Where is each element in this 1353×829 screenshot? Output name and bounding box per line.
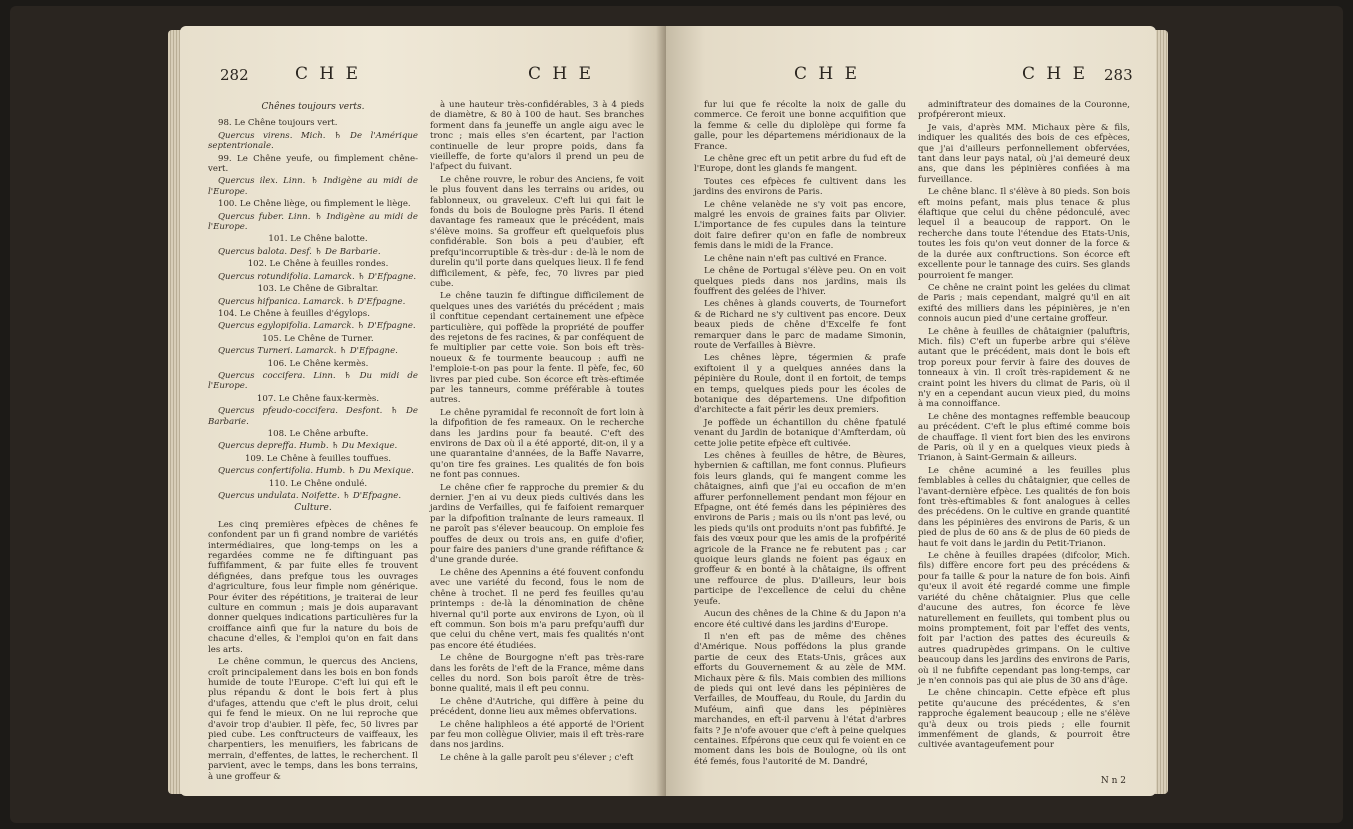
paragraph: Le chêne blanc. Il s'élève à 80 pieds. Son bois eft moins pefant, mais plus tenace & plus élaftique que celui du chêne pédonculé, avec lequel il a beaucoup de rapport. On le recherche dans toute l'étendue des Etats-Unis, toutes les fois qu'on veut donner de la force & de la durée aux conftructions. Son écorce eft excellente pour le tannage des cuirs. Ses glands pourroient fe manger. — [918, 187, 1130, 281]
page-number-right: 283 — [1104, 66, 1133, 84]
paragraph: 101. Le Chêne balotte. — [268, 234, 368, 245]
paragraph: 102. Le Chêne à feuilles rondes. — [247, 259, 389, 270]
running-head-right-1: C H E — [794, 64, 861, 84]
paragraph: 103. Le Chêne de Gibraltar. — [257, 284, 379, 295]
paragraph: Les cinq premières efpèces de chênes fe confondent par un fi grand nombre de variétés intermédiaires, que long-temps on les a regardées comme ne fe diftinguant pas fuffifamment, & par fuite elles fe trouvent défignées, dans prefque tous les ouvrages d'agriculture, fous leur fimple nom générique. Pour éviter des répétitions, je traiterai de leur culture en commun ; mais je dois auparavant donner quelques indications particulières fur la croiffance ainfi que fur la nature du bois de chacune d'elles, & l'emploi qu'on en fait dans les arts. — [208, 519, 418, 655]
paragraph: 98. Le Chêne toujours vert. — [218, 118, 338, 129]
paragraph: Les chênes lèpre, tégermien & prafe exiftoient il y a quelques années dans la pépinière du Roule, dont il en fortoit, de temps en temps, quelques pieds pour les écoles de botanique des départemens. Une difpofition d'architecte a fait périr les deux premiers. — [694, 353, 906, 416]
paragraph: 108. Le Chêne arbufte. — [267, 428, 369, 439]
paragraph: 107. Le Chêne faux-kermès. — [256, 393, 380, 404]
catchword: N n 2 — [1100, 776, 1126, 786]
paragraph: Le chêne commun, le quercus des Anciens, croît principalement dans les bois en bon fonds humide de toute l'Europe. C'eft lui qui eft le plus répandu & dont le bois fert à plus d'ufages, attendu que c'eft le plus droit, celui qui fe fend le mieux. On ne lui reproche que d'avoir trop d'aubier. Il pèfe, fec, 50 livres par pied cube. Les conftructeurs de vaiffeaux, les charpentiers, les menuifiers, les fabricans de merrain, d'effentes, de lattes, le recherchent. Il parvient, avec le temps, dans les bons terrains, à une groffeur & — [208, 657, 418, 782]
paragraph: Le chêne cfier fe rapproche du premier & du dernier. J'en ai vu deux pieds cultivés dans les jardins de Verfailles, qui fe faifoient remarquer par la difpofition traînante de leurs rameaux. Il ne paroît pas s'élever beaucoup. On emploie fes pouffes de deux ou trois ans, en guife d'ofier, pour faire des paniers d'une grande réfiftance & d'une grande durée. — [430, 482, 644, 566]
page-number-left: 282 — [220, 66, 249, 84]
paragraph: Le chêne pyramidal fe reconnoît de fort loin à la difpofition de fes rameaux. On le recherche dans les jardins pour fa beauté. C'eft des environs de Dax où il a été apporté, dit-on, il y a une quarantaine d'années, de la Baffe Navarre, qu'on tire fes graines. Les qualités de fon bois ne font pas connues. — [430, 407, 644, 481]
paragraph: Quercus rotundifolia. Lamarck. ♄ D'Efpagne. — [218, 271, 417, 282]
running-head-right-2: C H E — [1022, 64, 1089, 84]
running-head-left-2: C H E — [528, 64, 595, 84]
paragraph: 104. Le Chêne à feuilles d'égylops. — [218, 308, 370, 319]
paragraph: Les chênes à feuilles de hêtre, de Bèures, hybernien & caftillan, me font connus. Plufieurs fois leurs glands, qui fe mangent comme les châtaignes, ainfi que j'ai eu occafion de m'en affurer perfonnellement pendant mon féjour en Efpagne, ont été femés dans les pépinières des environs de Paris ; mais ou ils n'ont pas levé, ou les pieds qu'ils ont produits n'ont pas fubfifté. Je fais des vœux pour que les amis de la profpérité agricole de la France ne fe rebutent pas ; car quoique leurs glands ne foient pas égaux en groffeur & en bonté à la châtaigne, ils offrent une reffource de plus. D'ailleurs, leur bois participe de l'excellence de celui du chêne yeufe. — [694, 451, 906, 607]
paragraph: Quercus fuber. Linn. ♄ Indigène au midi de l'Europe. — [208, 211, 418, 233]
paragraph: Les chênes à glands couverts, de Tournefort & de Richard ne s'y cultivent pas encore. Deux beaux pieds de chêne d'Excelfe fe font remarquer dans le parc de madame Simonin, route de Verfailles à Bièvre. — [694, 299, 906, 351]
paragraph: 99. Le Chêne yeufe, ou fimplement chêne-vert. — [208, 153, 418, 175]
paragraph: Aucun des chênes de la Chine & du Japon n'a encore été cultivé dans les jardins d'Europe. — [694, 609, 906, 630]
paragraph: Quercus undulata. Noifette. ♄ D'Efpagne. — [218, 491, 402, 501]
right-page-edge — [1154, 30, 1168, 794]
paragraph: Le chêne acuminé a les feuilles plus femblables à celles du châtaignier, que celles de l'avant-dernière efpèce. Les qualités de fon bois font très-eftimables & font analogues à celles des précédens. On le cultive en grande quantité dans les pépinières des environs de Paris, & un pied de plus de 60 ans & de plus de 60 pieds de haut fe voit dans le jardin du Petit-Trianon. — [918, 465, 1130, 549]
paragraph: Le chêne grec eft un petit arbre du fud eft de l'Europe, dont les glands fe mangent. — [694, 154, 906, 175]
paragraph: Le chêne des montagnes reffemble beaucoup au précédent. C'eft le plus eftimé comme bois de chauffage. Il vient fort bien des les environs de Paris, où il y en a quelques vieux pieds à Trianon, à Saint-Germain & ailleurs. — [918, 411, 1130, 464]
paragraph: Quercus hifpanica. Lamarck. ♄ D'Efpagne. — [218, 296, 406, 307]
paragraph: Le chêne tauzin fe diftingue difficilement de quelques unes des variétés du précédent ; mais il conftitue cependant certainement une efpèce particulière, qui poffède la propriété de pouffer des rejetons de fes racines, & par conféquent de fe multiplier par cette voie. Son bois eft très-noueux & fe tourmente beaucoup : auffi ne l'emploie-t-on pas pour la fente. Il pèfe, fec, 60 livres par pied cube. Son écorce eft très-eftimée par les tanneurs, comme préférable à toutes autres. — [430, 291, 644, 406]
left-column-1 — [208, 100, 418, 782]
right-column-1 — [694, 100, 906, 776]
paragraph: Quercus depreffa. Humb. ♄ Du Mexique. — [218, 441, 398, 452]
right-page — [666, 26, 1156, 796]
paragraph: Le chêne nain n'eft pas cultivé en France. — [704, 253, 887, 264]
paragraph: Culture. — [294, 503, 332, 514]
paragraph: Le chêne de Portugal s'élève peu. On en voit quelques pieds dans nos jardins, mais ils fouffrent des gelées de l'hiver. — [694, 266, 906, 297]
paragraph: Le chêne chincapin. Cette efpèce eft plus petite qu'aucune des précédentes, & s'en rapproche également beaucoup ; elle ne s'élève qu'à deux ou trois pieds ; elle fournit immenfément de glands, & pourroit être cultivée avantageufement pour — [918, 688, 1130, 751]
paragraph: 105. Le Chêne de Turner. — [262, 333, 374, 344]
paragraph: Le chêne d'Autriche, qui diffère à peine du précédent, donne lieu aux mêmes obfervations. — [430, 696, 644, 718]
paragraph: Il n'en eft pas de même des chênes d'Amérique. Nous poffédons la plus grande partie de ceux des Etats-Unis, grâces aux efforts du Gouvernement & au zèle de MM. Michaux père & fils. Mais combien des millions de pieds qui ont levé dans les pépinières de Verfailles, de Mouffeau, du Roule, du Jardin du Muféum, ainfi que dans les pépinières marchandes, en eft-il parvenu à l'état d'arbres faits ? Je n'ofe avouer que c'eft à peine quelques centaines. Efpérons que ceux qui fe voient en ce moment dans les bois de Boulogne, où ils ont été femés, fous l'autorité de M. Dandré, — [694, 631, 906, 767]
paragraph: Quercus coccifera. Linn. ♄ Du midi de l'Europe. — [208, 370, 418, 392]
paragraph: Quercus ilex. Linn. ♄ Indigène au midi de l'Europe. — [208, 176, 418, 197]
paragraph: Le chêne à la galle paroît peu s'élever ; c'eft — [440, 752, 634, 763]
paragraph: Quercus pfeudo-coccifera. Desfont. ♄ De Barbarie. — [208, 406, 418, 427]
paragraph: Je poffède un échantillon du chêne fpatulé venant du Jardin de botanique d'Amfterdam, où cette jolie petite efpèce eft cultivée. — [694, 417, 906, 449]
paragraph: Quercus confertifolia. Humb. ♄ Du Mexique. — [218, 466, 414, 477]
paragraph: Le chêne à feuilles drapées (difcolor, Mich. fils) diffère encore fort peu des précédens & pour fa taille & pour la nature de fon bois. Ainfi qu'eux il avoit été regardé comme une fimple variété du chêne châtaignier. Plus que celle d'aucune des autres, fon écorce fe lève naturellement en feuillets, qui tombent plus ou moins promptement, foit par l'effet des vents, foit par l'action des pattes des écureuils & autres quadrupèdes grimpans. On le cultive beaucoup dans les jardins des environs de Paris, où il ne fubfifte cependant pas long-temps, car je n'en connois pas qui aie plus de 30 ans d'âge. — [918, 551, 1130, 686]
paragraph: Le chêne à feuilles de châtaignier (paluftris, Mich. fils) C'eft un fuperbe arbre qui s'élève autant que le précédent, mais dont le bois eft trop poreux pour fervir à faire des douves de tonneaux à vin. Il croît très-rapidement & ne craint point les hivers du climat de Paris, où il n'y en a cependant aucun vieux pied, du moins à ma connoiffance. — [918, 326, 1130, 410]
paragraph: adminiftrateur des domaines de la Couronne, profpéreront mieux. — [918, 100, 1130, 121]
right-column-2 — [918, 100, 1130, 776]
paragraph: 106. Le Chêne kermès. — [267, 358, 369, 369]
paragraph: Le chêne de Bourgogne n'eft pas très-rare dans les forêts de l'eft de la France, même dans celles du nord. Son bois paroît être de très-bonne qualité, mais il eft peu connu. — [430, 653, 644, 695]
paragraph: Le chêne rouvre, le robur des Anciens, fe voit le plus fouvent dans les terrains ou arides, ou fablonneux, ou graveleux. C'eft lui qui fait le fonds du bois de Boulogne près Paris. Il étend davantage fes rameaux que le précédent, mais s'élève moins. Sa groffeur eft quelquefois plus confidérable. Son bois a peu d'aubier, eft prefqu'incorruptible & très-dur : de-là le nom de durelin qu'il porte dans quelques lieux. Il fe fend difficilement, & pèfe, fec, 70 livres par pied cube. — [430, 174, 644, 289]
paragraph: Quercus egylopifolia. Lamarck. ♄ D'Efpagne. — [218, 321, 416, 332]
paragraph: Quercus virens. Mich. ♄ De l'Amérique septentrionale. — [208, 130, 418, 152]
paragraph: Le chêne velanède ne s'y voit pas encore, malgré les envois de graines faits par Olivier. L'importance de fes cupules dans la teinture doit faire defirer qu'on en fafle de nombreux femis dans le midi de la France. — [694, 199, 906, 252]
paragraph: Je vais, d'après MM. Michaux père & fils, indiquer les qualités des bois de ces efpèces, que j'ai d'ailleurs perfonnellement obfervées, tant dans leur pays natal, où j'ai demeuré deux ans, que dans les pépinières confiées à ma furveillance. — [918, 122, 1130, 185]
paragraph: Quercus Turneri. Lamarck. ♄ D'Efpagne. — [218, 346, 398, 357]
left-column-2 — [430, 100, 644, 776]
paragraph: 100. Le Chêne liège, ou fimplement le liège. — [218, 199, 411, 210]
paragraph: Toutes ces efpèces fe cultivent dans les jardins des environs de Paris. — [694, 176, 906, 198]
paragraph: Chênes toujours verts. — [261, 102, 365, 112]
running-head-left-1: C H E — [295, 64, 362, 84]
paragraph: Le chêne haliphleos a été apporté de l'Orient par feu mon collègue Olivier, mais il eft très-rare dans nos jardins. — [430, 719, 644, 751]
paragraph: à une hauteur très-confidérables, 3 à 4 pieds de diamètre, & 80 à 100 de haut. Ses branches forment dans fa jeuneffe un angle aigu avec le tronc ; mais elles s'en écartent, par l'action continuelle de leur propre poids, dans fa vieilleffe, de forte qu'alors il prend un peu de l'afpect du fuivant. — [430, 100, 644, 173]
paragraph: fur lui que fe récolte la noix de galle du commerce. Ce feroit une bonne acquifition que la femme & celle du diplolèpe qui forme fa galle, pour les départemens méridionaux de la France. — [694, 100, 906, 152]
paragraph: Quercus balota. Desf. ♄ De Barbarie. — [218, 246, 381, 257]
paragraph: 110. Le Chêne ondulé. — [268, 478, 368, 489]
paragraph: Ce chêne ne craint point les gelées du climat de Paris ; mais cependant, malgré qu'il en ait exifté des milliers dans les pépinières, je n'en connois aucun pied d'une certaine groffeur. — [918, 282, 1130, 325]
left-page — [180, 26, 666, 796]
paragraph: 109. Le Chêne à feuilles touffues. — [244, 453, 392, 464]
paragraph: Le chêne des Apennins a été fouvent confondu avec une variété du fecond, fous le nom de chêne à trochet. Il ne perd fes feuilles qu'au printemps : de-là la dénomination de chêne hivernal qu'il porte aux environs de Lyon, où il eft commun. Son bois m'a paru prefqu'auffi dur que celui du chêne vert, mais fes qualités n'ont pas encore été étudiées. — [430, 567, 644, 651]
